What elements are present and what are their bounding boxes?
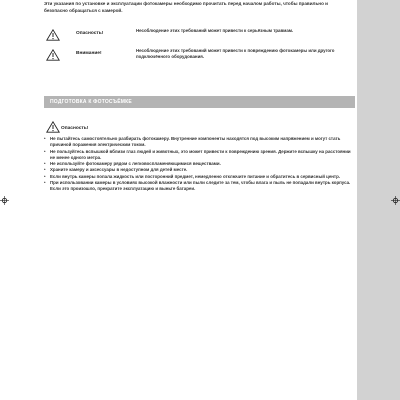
section-title: ПОДГОТОВКА К ФОТОСЪЁМКЕ (50, 99, 132, 105)
bullet-icon: • (44, 167, 46, 173)
list-item: • Не пользуйтесь вспышкой вблизи глаз людей и животных, это может привести к повреждению зрения. Держите вспышку на расстоянии не менее одного метра. (44, 148, 351, 160)
bullet-icon: • (44, 136, 46, 141)
bullet-icon: • (44, 148, 46, 154)
list-item: • Не используйте фотокамеру рядом с легковоспламеняющимися веществами. (44, 161, 221, 167)
registration-mark-right-icon (391, 196, 400, 205)
section-caution (46, 121, 166, 135)
list-item: • Не пытайтесь самостоятельно разбирать фотокамеру. Внутренние компоненты находятся под высоким напряжением и могут стать причиной поражения электрическим током. (44, 136, 341, 148)
warning-triangle-icon (46, 121, 60, 133)
caution-description: Несоблюдение этих требований может привести к повреждению фотокамеры или другого подключённого оборудования. (136, 48, 335, 60)
bullet-icon: • (44, 180, 46, 186)
safety-bullet-list (44, 136, 354, 193)
list-item: • Храните камеру и аксессуары в недоступном для детей месте. (44, 167, 188, 173)
list-item: • При использовании камеры в условиях высокой влажности или пыли следите за тем, чтобы влага и пыль не попадали внутрь корпуса. Если это произошло, прекратите эксплуатацию и выньте батареи. (44, 180, 351, 192)
warning-triangle-icon (46, 29, 60, 41)
caution-description: Несоблюдение этих требований может привести к серьёзным травмам. (136, 28, 294, 33)
caution-term: Опасность! (61, 126, 89, 131)
caution-danger-row (46, 28, 346, 44)
bullet-icon: • (44, 161, 46, 167)
section-header-bar (44, 96, 355, 108)
intro-paragraph: Эти указания по установке и эксплуатации фотокамеры необходимо прочитать перед началом работы, чтобы правильно и безопасно обращаться с камерой. (44, 1, 328, 13)
caution-term: Внимание! (76, 51, 102, 56)
registration-mark-left-icon (0, 196, 9, 205)
list-item: • Если внутрь камеры попала жидкость или посторонний предмет, немедленно отключите питание и обратитесь в сервисный центр. (44, 173, 340, 179)
caution-term: Опасность! (76, 31, 104, 36)
bullet-icon: • (44, 173, 46, 179)
caution-warning-row (46, 48, 346, 64)
warning-triangle-icon (46, 49, 60, 61)
manual-page (44, 0, 354, 400)
